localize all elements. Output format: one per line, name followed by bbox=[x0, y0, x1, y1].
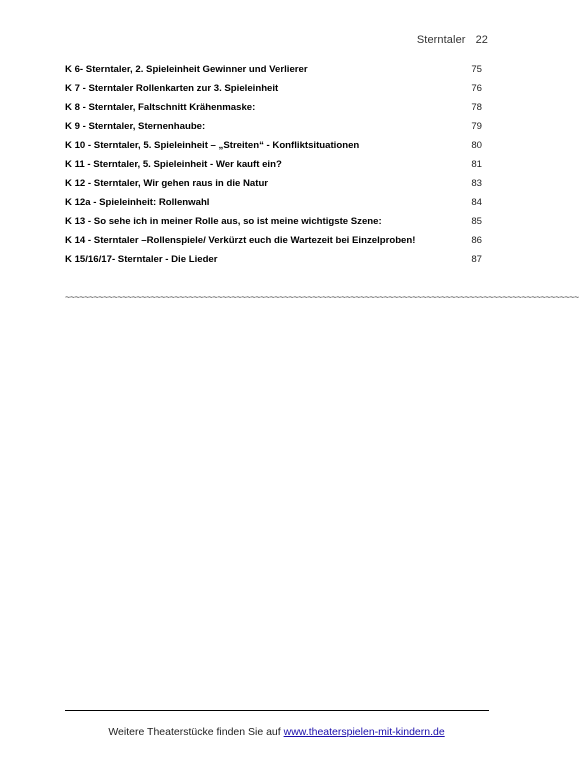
toc-entry-title: K 6- Sterntaler, 2. Spieleinheit Gewinner und Verlierer bbox=[65, 64, 308, 75]
toc-row[interactable] bbox=[65, 121, 482, 140]
toc-row[interactable] bbox=[65, 235, 482, 254]
toc-entry-page: 80 bbox=[471, 140, 482, 151]
toc-entry-page: 78 bbox=[471, 102, 482, 113]
toc-entry-title: K 9 - Sterntaler, Sternenhaube: bbox=[65, 121, 206, 132]
toc-entry-page: 86 bbox=[471, 235, 482, 246]
toc-entry-title: K 12a - Spieleinheit: Rollenwahl bbox=[65, 197, 210, 208]
toc-entry-title: K 10 - Sterntaler, 5. Spieleinheit – „Streiten“ - Konfliktsituationen bbox=[65, 140, 360, 151]
toc-entry-page: 81 bbox=[471, 159, 482, 170]
toc-entry-page: 76 bbox=[471, 83, 482, 94]
toc-entry-page: 87 bbox=[471, 254, 482, 265]
toc-entry-page: 75 bbox=[471, 64, 482, 75]
page-number: 22 bbox=[475, 34, 488, 46]
toc-entry-title: K 7 - Sterntaler Rollenkarten zur 3. Spieleinheit bbox=[65, 83, 279, 94]
page-header bbox=[417, 34, 488, 46]
table-of-contents bbox=[65, 64, 482, 273]
footer-divider bbox=[65, 710, 489, 711]
toc-row[interactable] bbox=[65, 159, 482, 178]
page-footer bbox=[0, 726, 553, 738]
toc-row[interactable] bbox=[65, 83, 482, 102]
toc-entry-title: K 12 - Sterntaler, Wir gehen raus in die Natur bbox=[65, 178, 269, 189]
toc-entry-title: K 15/16/17- Sterntaler - Die Lieder bbox=[65, 254, 218, 265]
toc-row[interactable] bbox=[65, 102, 482, 121]
footer-link[interactable]: www.theaterspielen-mit-kindern.de bbox=[283, 726, 445, 738]
toc-row[interactable] bbox=[65, 140, 482, 159]
toc-entry-page: 85 bbox=[471, 216, 482, 227]
toc-row[interactable] bbox=[65, 197, 482, 216]
toc-entry-page: 83 bbox=[471, 178, 482, 189]
footer-text: Weitere Theaterstücke finden Sie auf bbox=[108, 726, 284, 738]
header-title: Sterntaler bbox=[416, 34, 466, 46]
toc-entry-title: K 14 - Sterntaler –Rollenspiele/ Verkürzt euch die Wartezeit bei Einzelproben! bbox=[65, 235, 416, 246]
toc-row[interactable] bbox=[65, 254, 482, 273]
toc-entry-title: K 13 - So sehe ich in meiner Rolle aus, so ist meine wichtigste Szene: bbox=[65, 216, 382, 227]
toc-row[interactable] bbox=[65, 178, 482, 197]
toc-row[interactable] bbox=[65, 216, 482, 235]
toc-entry-title: K 8 - Sterntaler, Faltschnitt Krähenmaske: bbox=[65, 102, 256, 113]
toc-row[interactable] bbox=[65, 64, 482, 83]
toc-entry-page: 84 bbox=[471, 197, 482, 208]
tilde-separator: ~~~~~~~~~~~~~~~~~~~~~~~~~~~~~~~~~~~~~~~~~~~~~~~~~~~~~~~~~~~~~~~~~~~~~~~~~~~~~~~~~~~~~~~~~~~~~~~~~~~~~~~~~~~~ bbox=[65, 292, 579, 302]
toc-entry-page: 79 bbox=[471, 121, 482, 132]
toc-entry-title: K 11 - Sterntaler, 5. Spieleinheit - Wer kauft ein? bbox=[65, 159, 282, 170]
